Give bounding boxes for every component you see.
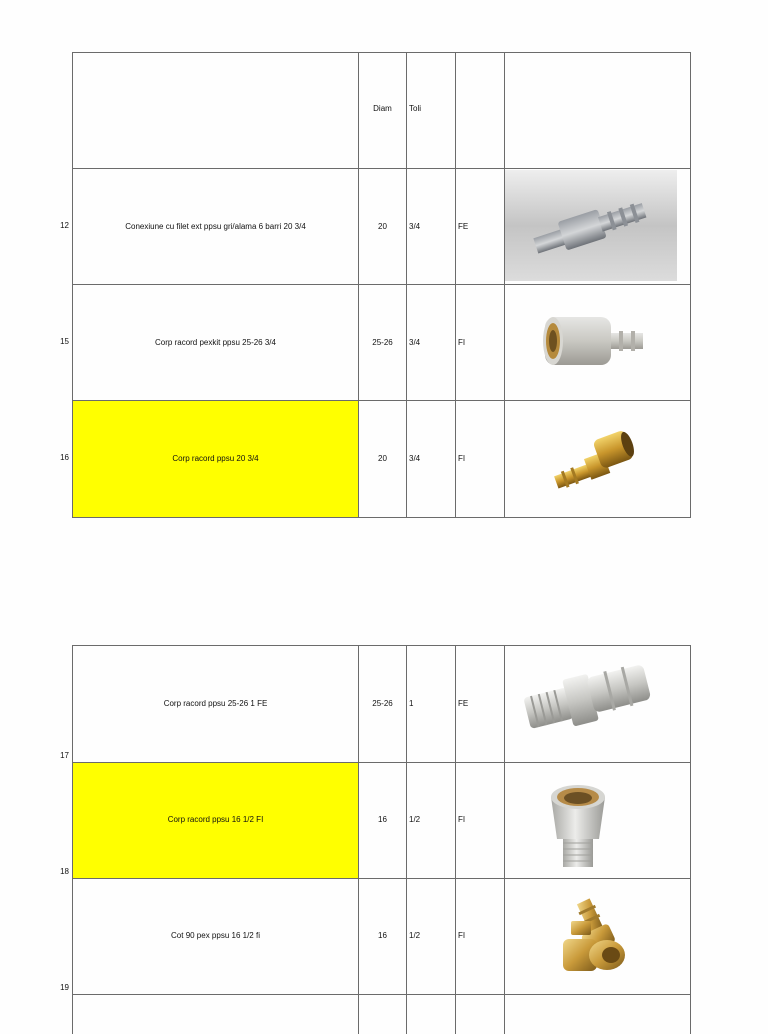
image-cell <box>504 994 691 1034</box>
type-cell <box>455 645 504 763</box>
row-number: 12 <box>60 221 69 230</box>
image-cell <box>504 762 691 879</box>
image-cell <box>504 400 691 518</box>
row-number: 17 <box>60 751 69 760</box>
description-cell <box>72 878 358 995</box>
diam-cell <box>358 284 406 401</box>
row-number: 16 <box>60 453 69 462</box>
type-value: FI <box>458 454 466 463</box>
description-cell <box>72 168 358 285</box>
grey-female-adapter-photo <box>543 781 613 869</box>
brass-elbow-fitting-photo <box>541 427 651 493</box>
description-text: Corp racord ppsu 25-26 1 FE <box>163 699 268 708</box>
diam-cell <box>358 762 406 879</box>
type-value: FI <box>458 338 466 347</box>
toli-cell <box>406 878 455 995</box>
toli-cell <box>406 400 455 518</box>
grey-brass-female-coupling-photo <box>535 303 655 383</box>
toli-cell <box>406 762 455 879</box>
diam-value: 20 <box>378 222 387 231</box>
image-cell <box>504 168 691 285</box>
diam-value: 20 <box>378 454 387 463</box>
table-row <box>0 168 768 285</box>
description-text: Corp racord ppsu 20 3/4 <box>172 454 259 463</box>
description-text: Corp racord ppsu 16 1/2 FI <box>167 815 264 824</box>
description-cell <box>72 645 358 763</box>
diam-value: 25-26 <box>372 699 393 708</box>
toli-value: 3/4 <box>409 222 421 231</box>
description-cell-highlighted <box>72 400 358 518</box>
diam-cell <box>358 400 406 518</box>
diam-cell <box>358 168 406 285</box>
diam-value: 16 <box>378 931 387 940</box>
description-cell-highlighted <box>72 762 358 879</box>
row-number: 15 <box>60 337 69 346</box>
description-cell <box>72 284 358 401</box>
diam-cell <box>358 645 406 763</box>
type-cell <box>455 994 504 1034</box>
diam-value: 16 <box>378 815 387 824</box>
table-row <box>0 878 768 995</box>
row-number: 18 <box>60 867 69 876</box>
type-value: FI <box>458 931 466 940</box>
header-diam-label: Diam <box>373 104 392 113</box>
brass-elbow-90-photo <box>547 893 647 983</box>
type-value: FE <box>458 699 469 708</box>
table-row <box>0 762 768 879</box>
toli-cell <box>406 284 455 401</box>
image-cell <box>504 878 691 995</box>
description-text: Cot 90 pex ppsu 16 1/2 fi <box>171 931 260 940</box>
toli-cell <box>406 645 455 763</box>
type-cell <box>455 400 504 518</box>
header-image-cell <box>504 52 691 169</box>
diam-value: 25-26 <box>372 338 393 347</box>
diam-cell <box>358 878 406 995</box>
row-number: 19 <box>60 983 69 992</box>
toli-value: 3/4 <box>409 454 421 463</box>
header-toli-cell <box>406 52 455 169</box>
table-header-row <box>0 52 768 169</box>
diam-cell <box>358 994 406 1034</box>
toli-cell <box>406 994 455 1034</box>
header-diam-cell <box>358 52 406 169</box>
toli-value: 1/2 <box>409 931 421 940</box>
type-value: FE <box>458 222 469 231</box>
toli-value: 3/4 <box>409 338 421 347</box>
header-type-cell <box>455 52 504 169</box>
header-description-cell <box>72 52 358 169</box>
table-row-partial <box>0 994 768 1034</box>
image-cell <box>504 645 691 763</box>
type-cell <box>455 762 504 879</box>
grey-threaded-connector-photo <box>519 652 659 742</box>
type-cell <box>455 284 504 401</box>
image-cell <box>504 284 691 401</box>
toli-value: 1 <box>409 699 414 708</box>
type-cell <box>455 878 504 995</box>
toli-cell <box>406 168 455 285</box>
description-text: Conexiune cu filet ext ppsu gri/alama 6 barri 20 3/4 <box>125 222 306 231</box>
toli-value: 1/2 <box>409 815 421 824</box>
description-text: Corp racord pexkit ppsu 25-26 3/4 <box>155 338 276 347</box>
header-toli-label: Toli <box>409 104 422 113</box>
table-row <box>0 645 768 763</box>
grey-ppsu-connector-photo <box>505 170 677 281</box>
description-cell <box>72 994 358 1034</box>
table-row <box>0 284 768 401</box>
type-value: FI <box>458 815 466 824</box>
table-row <box>0 400 768 518</box>
type-cell <box>455 168 504 285</box>
